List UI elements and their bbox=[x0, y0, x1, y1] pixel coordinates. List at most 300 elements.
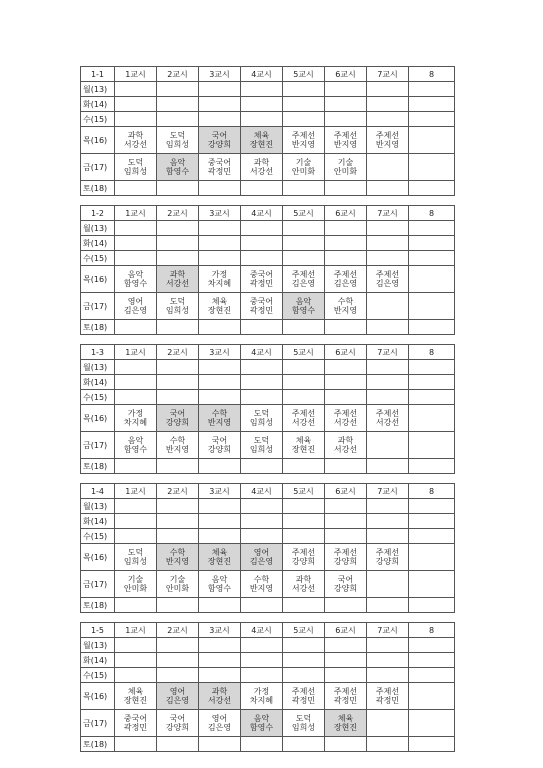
period-header: 3교시 bbox=[199, 67, 241, 82]
day-row bbox=[81, 181, 455, 196]
empty-cell bbox=[241, 360, 283, 375]
empty-cell bbox=[115, 221, 157, 236]
teacher-text: 임희성 bbox=[249, 418, 274, 427]
lesson-cell bbox=[199, 544, 241, 571]
empty-cell bbox=[115, 638, 157, 653]
lesson-cell bbox=[199, 293, 241, 320]
lesson-cell bbox=[115, 571, 157, 598]
empty-cell bbox=[115, 459, 157, 474]
empty-cell bbox=[241, 668, 283, 683]
period-header: 5교시 bbox=[283, 67, 325, 82]
lesson-cell bbox=[283, 405, 325, 432]
teacher-text: 서강선 bbox=[291, 418, 316, 427]
empty-cell bbox=[283, 459, 325, 474]
empty-cell bbox=[283, 320, 325, 335]
lesson-cell bbox=[367, 544, 409, 571]
lesson-cell bbox=[241, 127, 283, 154]
teacher-text: 함영수 bbox=[249, 723, 274, 732]
empty-cell bbox=[325, 97, 367, 112]
empty-cell bbox=[241, 320, 283, 335]
lesson-cell bbox=[157, 293, 199, 320]
lesson-cell bbox=[283, 127, 325, 154]
empty-cell bbox=[115, 529, 157, 544]
teacher-text: 강양희 bbox=[375, 557, 400, 566]
lesson-cell bbox=[199, 571, 241, 598]
lesson-cell bbox=[283, 571, 325, 598]
empty-cell bbox=[157, 529, 199, 544]
period-header: 6교시 bbox=[325, 484, 367, 499]
period-header: 7교시 bbox=[367, 67, 409, 82]
period-header: 4교시 bbox=[241, 623, 283, 638]
period-header: 1교시 bbox=[115, 623, 157, 638]
empty-cell bbox=[115, 499, 157, 514]
teacher-text: 임희성 bbox=[249, 445, 274, 454]
day-label: 월(13) bbox=[81, 638, 115, 653]
period-header: 8 bbox=[409, 345, 455, 360]
lesson-cell bbox=[241, 405, 283, 432]
empty-cell bbox=[367, 112, 409, 127]
subject-text: 음악 bbox=[211, 575, 228, 584]
day-row bbox=[81, 499, 455, 514]
empty-cell bbox=[367, 459, 409, 474]
empty-cell bbox=[115, 97, 157, 112]
lesson-cell bbox=[283, 154, 325, 181]
period-header: 5교시 bbox=[283, 206, 325, 221]
day-row bbox=[81, 375, 455, 390]
subject-text: 과학 bbox=[211, 687, 228, 696]
empty-cell bbox=[409, 236, 455, 251]
day-label: 목(16) bbox=[81, 683, 115, 710]
empty-cell bbox=[409, 683, 455, 710]
empty-cell bbox=[409, 293, 455, 320]
subject-text: 음악 bbox=[253, 714, 270, 723]
period-header: 2교시 bbox=[157, 623, 199, 638]
subject-text: 과학 bbox=[169, 270, 186, 279]
day-row bbox=[81, 236, 455, 251]
lesson-cell bbox=[367, 127, 409, 154]
empty-cell bbox=[409, 97, 455, 112]
day-row bbox=[81, 668, 455, 683]
empty-cell bbox=[157, 668, 199, 683]
empty-cell bbox=[241, 181, 283, 196]
subject-text: 과학 bbox=[295, 575, 312, 584]
teacher-text: 강양희 bbox=[333, 584, 358, 593]
empty-cell bbox=[367, 221, 409, 236]
day-label: 목(16) bbox=[81, 544, 115, 571]
lesson-cell bbox=[199, 710, 241, 737]
subject-text: 주제선 bbox=[291, 548, 316, 557]
subject-text: 도덕 bbox=[127, 158, 144, 167]
day-row bbox=[81, 459, 455, 474]
empty-cell bbox=[367, 432, 409, 459]
subject-text: 주제선 bbox=[333, 548, 358, 557]
teacher-text: 강양희 bbox=[291, 557, 316, 566]
empty-cell bbox=[409, 544, 455, 571]
empty-cell bbox=[367, 320, 409, 335]
empty-cell bbox=[283, 82, 325, 97]
empty-cell bbox=[283, 529, 325, 544]
period-header: 2교시 bbox=[157, 345, 199, 360]
teacher-text: 반지영 bbox=[249, 584, 274, 593]
empty-cell bbox=[409, 638, 455, 653]
day-row bbox=[81, 544, 455, 571]
empty-cell bbox=[115, 375, 157, 390]
day-row bbox=[81, 266, 455, 293]
period-header: 3교시 bbox=[199, 345, 241, 360]
empty-cell bbox=[241, 375, 283, 390]
empty-cell bbox=[367, 638, 409, 653]
empty-cell bbox=[409, 459, 455, 474]
day-row bbox=[81, 293, 455, 320]
empty-cell bbox=[409, 251, 455, 266]
subject-text: 도덕 bbox=[127, 548, 144, 557]
day-row bbox=[81, 320, 455, 335]
empty-cell bbox=[199, 737, 241, 752]
teacher-text: 함영수 bbox=[165, 167, 190, 176]
teacher-text: 곽정민 bbox=[207, 167, 232, 176]
period-header: 6교시 bbox=[325, 623, 367, 638]
empty-cell bbox=[409, 737, 455, 752]
empty-cell bbox=[409, 598, 455, 613]
lesson-cell bbox=[157, 432, 199, 459]
empty-cell bbox=[325, 459, 367, 474]
empty-cell bbox=[367, 737, 409, 752]
class-name: 1-4 bbox=[81, 484, 115, 499]
empty-cell bbox=[157, 653, 199, 668]
empty-cell bbox=[325, 638, 367, 653]
teacher-text: 서강선 bbox=[333, 418, 358, 427]
subject-text: 국어 bbox=[169, 714, 186, 723]
subject-text: 도덕 bbox=[295, 714, 312, 723]
class-timetable bbox=[80, 66, 455, 196]
empty-cell bbox=[241, 112, 283, 127]
empty-cell bbox=[325, 668, 367, 683]
empty-cell bbox=[157, 638, 199, 653]
empty-cell bbox=[367, 390, 409, 405]
day-label: 화(14) bbox=[81, 514, 115, 529]
subject-text: 음악 bbox=[127, 436, 144, 445]
day-label: 토(18) bbox=[81, 181, 115, 196]
empty-cell bbox=[283, 251, 325, 266]
empty-cell bbox=[241, 529, 283, 544]
day-label: 금(17) bbox=[81, 293, 115, 320]
empty-cell bbox=[409, 432, 455, 459]
empty-cell bbox=[409, 266, 455, 293]
subject-text: 도덕 bbox=[253, 436, 270, 445]
lesson-cell bbox=[241, 432, 283, 459]
class-name: 1-1 bbox=[81, 67, 115, 82]
empty-cell bbox=[241, 390, 283, 405]
day-label: 화(14) bbox=[81, 375, 115, 390]
subject-text: 체육 bbox=[253, 131, 270, 140]
class-name: 1-3 bbox=[81, 345, 115, 360]
empty-cell bbox=[115, 320, 157, 335]
day-label: 화(14) bbox=[81, 236, 115, 251]
empty-cell bbox=[367, 710, 409, 737]
period-header: 5교시 bbox=[283, 623, 325, 638]
period-header: 4교시 bbox=[241, 345, 283, 360]
teacher-text: 김은영 bbox=[123, 306, 148, 315]
lesson-cell bbox=[241, 683, 283, 710]
period-header: 6교시 bbox=[325, 206, 367, 221]
period-header: 4교시 bbox=[241, 484, 283, 499]
lesson-cell bbox=[157, 127, 199, 154]
lesson-cell bbox=[241, 571, 283, 598]
lesson-cell bbox=[115, 154, 157, 181]
empty-cell bbox=[157, 598, 199, 613]
day-label: 목(16) bbox=[81, 405, 115, 432]
period-header: 8 bbox=[409, 67, 455, 82]
teacher-text: 반지영 bbox=[375, 140, 400, 149]
empty-cell bbox=[409, 320, 455, 335]
empty-cell bbox=[367, 251, 409, 266]
subject-text: 기술 bbox=[337, 158, 354, 167]
subject-text: 가정 bbox=[253, 687, 270, 696]
day-row bbox=[81, 221, 455, 236]
empty-cell bbox=[115, 668, 157, 683]
subject-text: 수학 bbox=[169, 436, 186, 445]
period-header: 2교시 bbox=[157, 67, 199, 82]
teacher-text: 임희성 bbox=[123, 557, 148, 566]
empty-cell bbox=[283, 112, 325, 127]
lesson-cell bbox=[115, 266, 157, 293]
subject-text: 주제선 bbox=[375, 548, 400, 557]
lesson-cell bbox=[199, 266, 241, 293]
empty-cell bbox=[157, 82, 199, 97]
day-row bbox=[81, 112, 455, 127]
lesson-cell bbox=[325, 683, 367, 710]
day-label: 토(18) bbox=[81, 320, 115, 335]
lesson-cell bbox=[241, 293, 283, 320]
empty-cell bbox=[325, 320, 367, 335]
empty-cell bbox=[409, 514, 455, 529]
empty-cell bbox=[367, 514, 409, 529]
period-header: 8 bbox=[409, 206, 455, 221]
empty-cell bbox=[115, 112, 157, 127]
empty-cell bbox=[283, 598, 325, 613]
teacher-text: 차지혜 bbox=[123, 418, 148, 427]
subject-text: 주제선 bbox=[333, 687, 358, 696]
teacher-text: 차지혜 bbox=[249, 696, 274, 705]
lesson-cell bbox=[325, 266, 367, 293]
teacher-text: 반지영 bbox=[333, 140, 358, 149]
day-row bbox=[81, 405, 455, 432]
subject-text: 체육 bbox=[211, 548, 228, 557]
empty-cell bbox=[283, 668, 325, 683]
lesson-cell bbox=[115, 293, 157, 320]
teacher-text: 안미화 bbox=[291, 167, 316, 176]
subject-text: 도덕 bbox=[169, 131, 186, 140]
empty-cell bbox=[367, 499, 409, 514]
lesson-cell bbox=[325, 293, 367, 320]
empty-cell bbox=[325, 360, 367, 375]
empty-cell bbox=[283, 638, 325, 653]
lesson-cell bbox=[157, 154, 199, 181]
day-label: 월(13) bbox=[81, 499, 115, 514]
teacher-text: 임희성 bbox=[291, 723, 316, 732]
empty-cell bbox=[367, 598, 409, 613]
subject-text: 음악 bbox=[169, 158, 186, 167]
empty-cell bbox=[115, 251, 157, 266]
period-header: 8 bbox=[409, 623, 455, 638]
period-header: 7교시 bbox=[367, 623, 409, 638]
empty-cell bbox=[367, 571, 409, 598]
empty-cell bbox=[367, 181, 409, 196]
day-row bbox=[81, 360, 455, 375]
lesson-cell bbox=[157, 544, 199, 571]
subject-text: 주제선 bbox=[375, 131, 400, 140]
lesson-cell bbox=[199, 127, 241, 154]
period-header: 7교시 bbox=[367, 484, 409, 499]
empty-cell bbox=[115, 737, 157, 752]
lesson-cell bbox=[325, 127, 367, 154]
empty-cell bbox=[325, 598, 367, 613]
day-label: 수(15) bbox=[81, 112, 115, 127]
subject-text: 음악 bbox=[127, 270, 144, 279]
lesson-cell bbox=[115, 127, 157, 154]
subject-text: 과학 bbox=[127, 131, 144, 140]
period-header: 4교시 bbox=[241, 67, 283, 82]
empty-cell bbox=[409, 710, 455, 737]
period-header: 6교시 bbox=[325, 345, 367, 360]
teacher-text: 임희성 bbox=[165, 306, 190, 315]
day-row bbox=[81, 737, 455, 752]
day-row bbox=[81, 598, 455, 613]
class-timetable bbox=[80, 622, 455, 752]
day-label: 수(15) bbox=[81, 390, 115, 405]
subject-text: 수학 bbox=[169, 548, 186, 557]
empty-cell bbox=[325, 181, 367, 196]
subject-text: 주제선 bbox=[375, 270, 400, 279]
empty-cell bbox=[157, 737, 199, 752]
day-row bbox=[81, 251, 455, 266]
day-label: 월(13) bbox=[81, 82, 115, 97]
empty-cell bbox=[115, 181, 157, 196]
lesson-cell bbox=[157, 710, 199, 737]
empty-cell bbox=[199, 529, 241, 544]
day-row bbox=[81, 653, 455, 668]
teacher-text: 서강선 bbox=[291, 584, 316, 593]
lesson-cell bbox=[241, 266, 283, 293]
empty-cell bbox=[367, 668, 409, 683]
lesson-cell bbox=[157, 571, 199, 598]
empty-cell bbox=[199, 221, 241, 236]
period-header: 2교시 bbox=[157, 484, 199, 499]
lesson-cell bbox=[325, 432, 367, 459]
empty-cell bbox=[199, 514, 241, 529]
lesson-cell bbox=[199, 432, 241, 459]
empty-cell bbox=[283, 499, 325, 514]
day-row bbox=[81, 127, 455, 154]
lesson-cell bbox=[325, 154, 367, 181]
lesson-cell bbox=[241, 544, 283, 571]
period-header: 3교시 bbox=[199, 484, 241, 499]
empty-cell bbox=[367, 529, 409, 544]
subject-text: 도덕 bbox=[253, 409, 270, 418]
teacher-text: 반지영 bbox=[165, 445, 190, 454]
empty-cell bbox=[241, 221, 283, 236]
empty-cell bbox=[283, 181, 325, 196]
subject-text: 국어 bbox=[337, 575, 354, 584]
teacher-text: 김은영 bbox=[249, 557, 274, 566]
empty-cell bbox=[199, 82, 241, 97]
period-header: 8 bbox=[409, 484, 455, 499]
empty-cell bbox=[325, 221, 367, 236]
day-row bbox=[81, 514, 455, 529]
teacher-text: 장현진 bbox=[291, 445, 316, 454]
subject-text: 주제선 bbox=[375, 409, 400, 418]
lesson-cell bbox=[325, 544, 367, 571]
subject-text: 기술 bbox=[295, 158, 312, 167]
teacher-text: 곽정민 bbox=[249, 306, 274, 315]
empty-cell bbox=[367, 82, 409, 97]
subject-text: 기술 bbox=[127, 575, 144, 584]
empty-cell bbox=[283, 390, 325, 405]
day-label: 수(15) bbox=[81, 668, 115, 683]
empty-cell bbox=[115, 390, 157, 405]
empty-cell bbox=[325, 529, 367, 544]
subject-text: 기술 bbox=[169, 575, 186, 584]
empty-cell bbox=[199, 668, 241, 683]
day-label: 토(18) bbox=[81, 737, 115, 752]
empty-cell bbox=[199, 320, 241, 335]
teacher-text: 서강선 bbox=[207, 696, 232, 705]
lesson-cell bbox=[241, 154, 283, 181]
day-row bbox=[81, 571, 455, 598]
empty-cell bbox=[199, 499, 241, 514]
empty-cell bbox=[367, 154, 409, 181]
teacher-text: 서강선 bbox=[249, 167, 274, 176]
empty-cell bbox=[241, 638, 283, 653]
teacher-text: 곽정민 bbox=[123, 723, 148, 732]
period-header: 7교시 bbox=[367, 206, 409, 221]
empty-cell bbox=[115, 236, 157, 251]
subject-text: 주제선 bbox=[291, 131, 316, 140]
teacher-text: 장현진 bbox=[123, 696, 148, 705]
empty-cell bbox=[199, 390, 241, 405]
empty-cell bbox=[157, 112, 199, 127]
lesson-cell bbox=[115, 432, 157, 459]
empty-cell bbox=[157, 514, 199, 529]
empty-cell bbox=[283, 360, 325, 375]
subject-text: 수학 bbox=[253, 575, 270, 584]
lesson-cell bbox=[283, 683, 325, 710]
subject-text: 과학 bbox=[253, 158, 270, 167]
class-timetable bbox=[80, 483, 455, 613]
teacher-text: 서강선 bbox=[333, 445, 358, 454]
subject-text: 국어 bbox=[211, 131, 228, 140]
day-label: 금(17) bbox=[81, 154, 115, 181]
teacher-text: 김은영 bbox=[291, 279, 316, 288]
subject-text: 수학 bbox=[211, 409, 228, 418]
empty-cell bbox=[199, 459, 241, 474]
empty-cell bbox=[409, 181, 455, 196]
empty-cell bbox=[199, 638, 241, 653]
period-header: 2교시 bbox=[157, 206, 199, 221]
subject-text: 체육 bbox=[337, 714, 354, 723]
empty-cell bbox=[367, 236, 409, 251]
lesson-cell bbox=[283, 266, 325, 293]
empty-cell bbox=[409, 653, 455, 668]
empty-cell bbox=[283, 221, 325, 236]
empty-cell bbox=[199, 360, 241, 375]
subject-text: 중국어 bbox=[207, 158, 232, 167]
lesson-cell bbox=[199, 154, 241, 181]
subject-text: 수학 bbox=[337, 297, 354, 306]
empty-cell bbox=[409, 360, 455, 375]
lesson-cell bbox=[283, 710, 325, 737]
day-label: 화(14) bbox=[81, 97, 115, 112]
